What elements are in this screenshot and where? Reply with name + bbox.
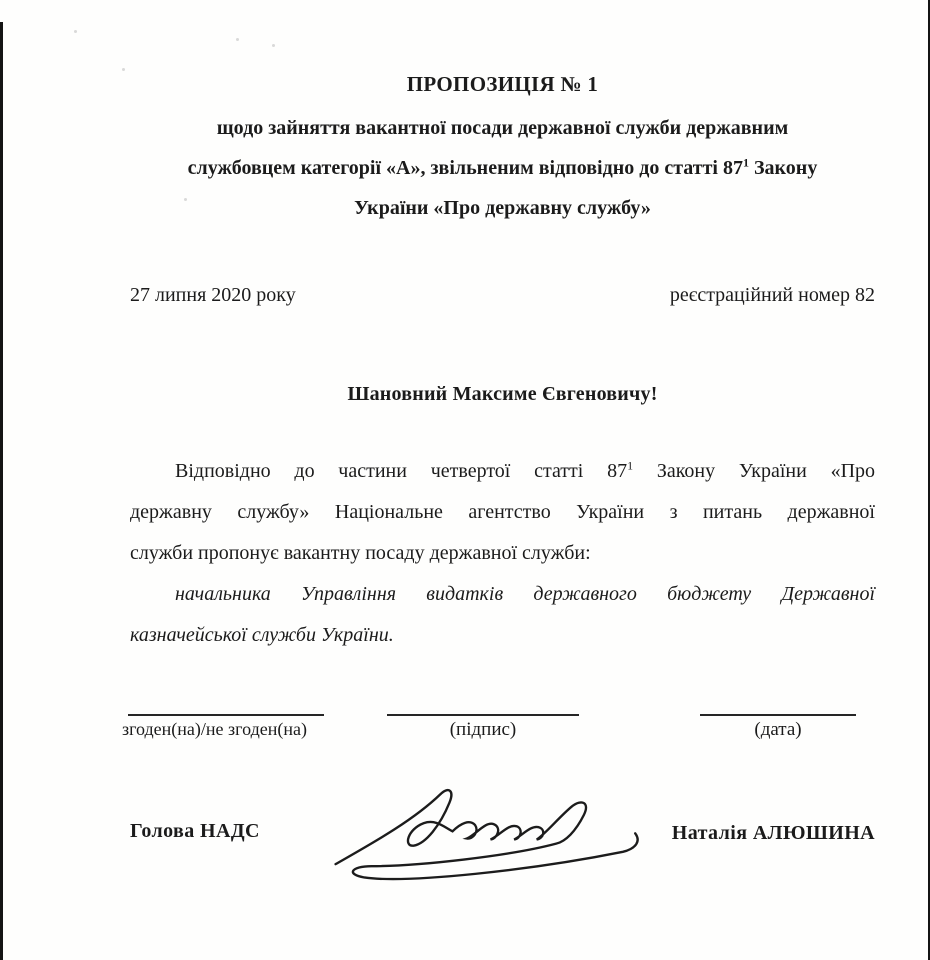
agree-signature-line [128, 714, 324, 716]
greeting: Шановний Максиме Євгеновичу! [347, 383, 658, 405]
signatory-title: Голова НАДС [130, 820, 260, 842]
registration-number: реєстраційний номер 82 [669, 284, 875, 306]
signature-field-label: (підпис) [449, 719, 517, 740]
signatory-name: Наталія АЛЮШИНА [671, 822, 875, 844]
meta-row [130, 284, 875, 307]
signature-line [387, 714, 579, 716]
body-line-1: Відповідно до частини четвертої статті $87^1$ Закону України «Про [175, 458, 876, 482]
date-field [700, 714, 856, 741]
body-paragraph [130, 451, 875, 574]
body-line-2: державну службу» Національне агентство України з питань державної [130, 501, 875, 523]
agree-field-label: згоден(на)/не згоден(на) [122, 719, 307, 739]
signature-field [387, 714, 579, 741]
position-line-2: казначейської служби України. [130, 624, 394, 646]
date-field-label: (дата) [754, 719, 802, 740]
handwritten-signature-icon [322, 780, 657, 898]
document-date: 27 липня 2020 року [130, 284, 296, 306]
date-line [700, 714, 856, 716]
agree-field [122, 714, 324, 740]
scan-speck [272, 44, 275, 47]
position-line-1: начальника Управління видатків державного бюджету Державної [175, 583, 875, 605]
scan-edge-left-line [0, 22, 3, 960]
superscript-1: 1 [742, 155, 749, 170]
document-title: ПРОПОЗИЦІЯ № 1 [406, 72, 599, 96]
subtitle-line-2: службовцем категорії «А», звільненим відповідно до статті $87^1$ Закону [187, 155, 818, 179]
scan-speck [74, 30, 77, 33]
scan-speck [236, 38, 239, 41]
document-subtitle [130, 108, 875, 228]
superscript-1: 1 [627, 458, 634, 473]
body-line-3: служби пропонує вакантну посаду державної служби: [130, 542, 591, 564]
subtitle-line-3: України «Про державну службу» [354, 197, 651, 219]
position-paragraph [130, 574, 875, 656]
scan-speck [122, 68, 125, 71]
subtitle-line-1: щодо зайняття вакантної посади державної служби державним [216, 117, 789, 139]
